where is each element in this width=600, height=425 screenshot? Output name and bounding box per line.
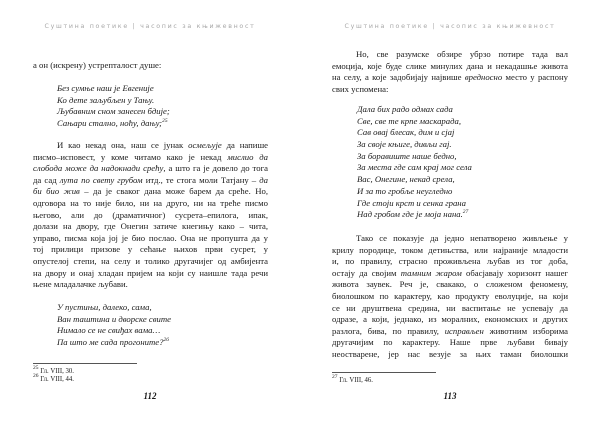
text-line (332, 268, 568, 280)
text-line (33, 279, 268, 291)
footnote-reference: 26 (163, 337, 169, 344)
text-line (57, 337, 267, 349)
text-line (57, 314, 267, 326)
text-run: Па што ме сада прогоните? (57, 337, 164, 348)
italic-text: осмељује (188, 140, 222, 150)
text-run: и, по правилу, страсно проживљена љубав из тог доба, (332, 256, 568, 267)
footnote-text: Гл. VIII, 44. (40, 376, 75, 383)
text-run: биолошком по карактеру, као продукту еволуције, на који (332, 290, 568, 301)
footnote-reference: 25 (162, 118, 168, 125)
text-run: тој прилици призове у сећање њихов први сусрет, у (33, 244, 268, 255)
text-line (33, 268, 268, 280)
text-run: За своје књиге, дивљи гај. (357, 139, 452, 150)
paragraph-body (33, 140, 268, 291)
page-number: 113 (443, 391, 457, 401)
text-run: одразе, а који, једнако, из моралних, економских и других (332, 314, 568, 325)
text-line (33, 186, 268, 198)
footnote-text: Гл. VIII, 30. (40, 368, 75, 375)
text-run: се ни друштвена средина, ни васпитање не успевају да (332, 302, 568, 313)
text-run: И за то гробље неугледно (357, 185, 453, 196)
footnote-reference: 27 (462, 209, 469, 216)
footnote-marker: 26 (33, 373, 39, 379)
footnote (33, 373, 75, 384)
text-run: Дала бих радо одмах сада (357, 104, 453, 114)
text-line (33, 210, 268, 222)
italic-text: слобода може да надокнади срећу (33, 163, 164, 174)
footnote-marker: 25 (33, 365, 39, 371)
text-run: другачијим по карактеру. Наше прве љубави бивају (332, 337, 568, 348)
italic-text: лута по свету грубом (59, 174, 143, 185)
text-line (357, 139, 567, 151)
poem-stanza (57, 83, 267, 130)
text-run: За места где сам крај мог села (357, 162, 472, 173)
paragraph-body (332, 233, 568, 361)
text-line (357, 174, 567, 186)
text-line (332, 49, 568, 61)
text-line (33, 221, 268, 233)
text-line (332, 291, 568, 303)
text-line (33, 60, 268, 72)
text-line (33, 256, 268, 268)
text-line (357, 116, 567, 128)
footnote-rule (33, 363, 137, 364)
text-run: Тако се показује да једно непатворено живљење у (356, 233, 568, 243)
text-run: опустелој степи, на селу и толико другачијег од амбијента (33, 255, 268, 266)
text-run: итд., те стога моли Татјану – (142, 174, 260, 185)
text-line (33, 244, 268, 256)
text-line (33, 233, 268, 245)
paragraph-body (332, 49, 568, 95)
text-line (33, 175, 268, 187)
text-line (357, 209, 567, 221)
footnote-text: Гл. VIII, 46. (339, 377, 374, 384)
text-run: одговора на то није било, ни на друго, ни на треће писмо (33, 197, 268, 208)
text-run: Вас, Онегине, некад срела, (357, 174, 455, 185)
text-line (332, 84, 568, 96)
poem-stanza (357, 104, 567, 221)
italic-text: тамним жаром (400, 267, 462, 278)
text-run: свих успомена: (332, 83, 389, 94)
text-run: У пустињи, далеко, сама, (57, 302, 152, 312)
text-run: Ко дете заљубљен у Тању. (57, 94, 155, 105)
text-run: Над гробом где је моја нана. (357, 209, 463, 220)
text-line (33, 198, 268, 210)
italic-text: да (259, 174, 269, 185)
text-run: писмо–исповест, у коме читамо како је некад (33, 151, 228, 162)
text-run: Сав овај блесак, дим и сјај (357, 127, 455, 138)
text-line (332, 233, 568, 245)
text-run: Нимало се не свиђах вама… (57, 325, 161, 336)
text-line (57, 95, 267, 107)
text-run: остају да својим (332, 267, 401, 278)
running-header: Суштина поетике | часопис за књижевност (44, 23, 256, 30)
text-run: Без сумње наш је Евгеније (57, 83, 154, 93)
page-number: 112 (143, 391, 157, 401)
text-line (57, 83, 267, 95)
text-run: на селу, а које задобијају највише (332, 72, 465, 83)
text-line (357, 151, 567, 163)
poem-stanza (57, 302, 267, 349)
text-run: Све, све те крпе маскарада, (357, 115, 462, 126)
text-run: И као некад она, наш се јунак (57, 140, 189, 150)
text-run: крилу породице, током детињства, или најраније младости (332, 244, 568, 255)
right-page (300, 0, 600, 425)
text-line (357, 186, 567, 198)
footnote (33, 365, 75, 376)
text-line (33, 140, 268, 152)
text-line (332, 256, 568, 268)
text-run: обасјавају хоризонт нашег (461, 267, 568, 278)
text-line (332, 245, 568, 257)
text-line (57, 325, 267, 337)
text-run: да напише (221, 140, 268, 150)
footnote (332, 374, 374, 385)
text-run: Но, све разумске обзире убрзо потире тада вал (356, 49, 568, 59)
text-run: место у распону (502, 72, 568, 83)
text-run: на двору и онај хладан пријем на који су наишле тада речи (33, 267, 268, 278)
text-run: а он (искрену) устрепталост душе: (33, 60, 162, 70)
italic-text: мислио да (227, 151, 268, 162)
text-run: да сад (33, 174, 60, 185)
text-run: неостварене, јер нас везује за њих таман биолошки (332, 348, 568, 359)
text-line (57, 302, 267, 314)
italic-text: вредносно (464, 72, 503, 83)
text-line (332, 326, 568, 338)
text-line (357, 104, 567, 116)
text-run: живота заувек. Реч је, свакако, о сложеном феномену, (332, 279, 568, 290)
text-run: – да је сваког дана може барем да среће. Но, (79, 186, 269, 197)
italic-text: исправљен (444, 325, 484, 336)
text-run: Ван таштина и дворске свите (57, 313, 171, 324)
footnote-marker: 27 (332, 374, 338, 380)
text-run: Где стоји крст и сенка грана (357, 197, 466, 208)
text-line (57, 106, 267, 118)
footnote-rule (332, 372, 436, 373)
text-run: животним изборима (483, 325, 568, 336)
text-line (33, 163, 268, 175)
text-run: Љубавним сном занесен бдије; (57, 106, 170, 117)
text-run: њене младалачке љубави. (33, 279, 128, 290)
text-line (332, 337, 568, 349)
text-run: , а што га је довело до тога (163, 163, 268, 174)
text-run: емоција, које буде слике минулих дана и некадашње живота (332, 60, 568, 71)
text-line (357, 162, 567, 174)
text-run: његово, али до (драматичног) сусрета–епилога, ипак, (33, 209, 268, 220)
italic-text: би био жив (33, 186, 80, 197)
text-line (332, 349, 568, 361)
text-line (33, 152, 268, 164)
text-line (332, 72, 568, 84)
text-line (357, 198, 567, 210)
running-header: Суштина поетике | часопис за књижевност (344, 23, 556, 30)
text-line (357, 127, 567, 139)
text-run: Сањари стално, ноћу, дању; (57, 118, 163, 129)
text-line (57, 118, 267, 130)
text-line (332, 314, 568, 326)
paragraph-intro (33, 60, 268, 72)
text-run: долази на двору, где Онегин затиче кнегињу како – чита, (33, 221, 268, 232)
text-line (332, 61, 568, 73)
text-line (332, 303, 568, 315)
text-run: разлога, бива, по правилу, (332, 325, 445, 336)
text-line (332, 279, 568, 291)
text-run: управо, писма која јој је био послао. Она не пропушта да у (33, 232, 268, 243)
text-run: За боравиште наше бедно, (357, 150, 457, 161)
